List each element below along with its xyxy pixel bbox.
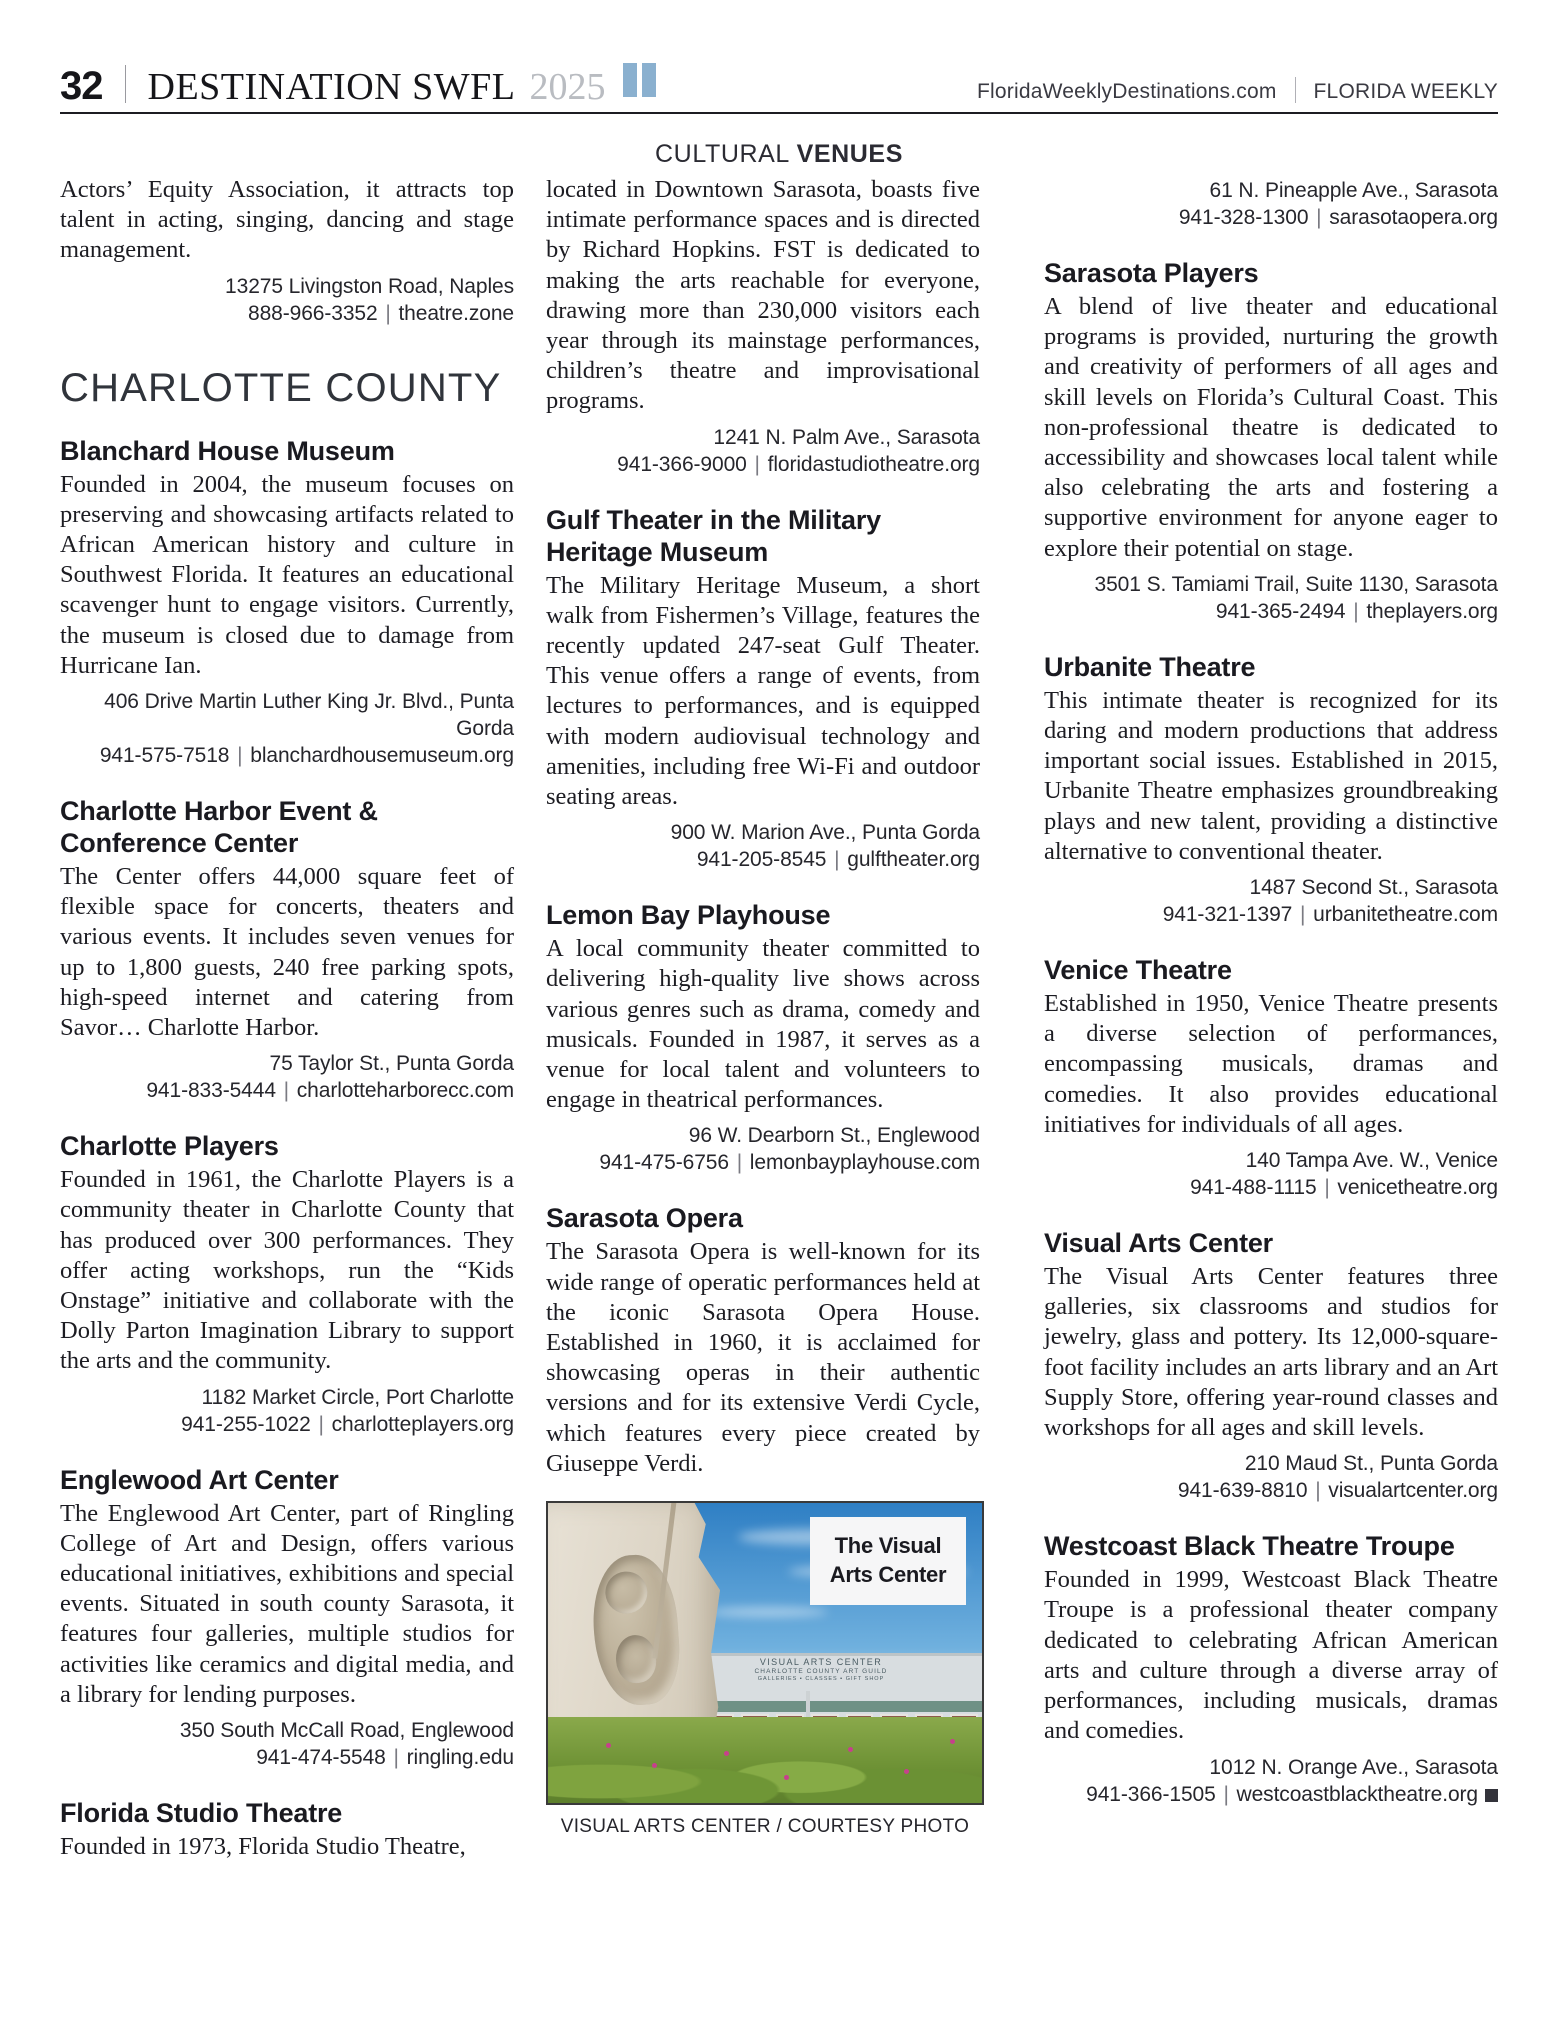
contact-block (1044, 177, 1498, 231)
contact-phone-web (1044, 1781, 1498, 1808)
separator: | (1310, 206, 1328, 229)
phone[interactable]: 941-328-1300 (1178, 206, 1309, 229)
building-signage (706, 1657, 936, 1683)
contact-block (1044, 1754, 1498, 1808)
venue-description-visual-arts-center: The Visual Arts Center features three galleries, six classrooms and studios for jewelry, glass and pottery. Its 12,000-square-foot facility includes an arts library and an Art Supply Store, offering year-round classes and workshops for all ages and skill levels. (1044, 1263, 1498, 1442)
separator: | (1294, 903, 1312, 927)
website[interactable]: venicetheatre.org (1337, 1176, 1498, 1200)
website[interactable]: urbanitetheatre.com (1313, 903, 1498, 927)
brand-name: FLORIDA WEEKLY (1313, 80, 1498, 103)
contact-address: 140 Tampa Ave. W., Venice (1245, 1149, 1498, 1173)
venue-heading-visual-arts-center: Visual Arts Center (1044, 1228, 1273, 1259)
photo-overlay-label (810, 1517, 966, 1605)
venue-description-florida-studio-theatre: Founded in 1973, Florida Studio Theatre, (60, 1833, 466, 1861)
building-sign-line-3: GALLERIES ▪ CLASSES ▪ GIFT SHOP (757, 1676, 885, 1683)
separator: | (1309, 1479, 1327, 1503)
column-middle (514, 175, 1012, 1862)
phone[interactable]: 941-475-6756 (599, 1151, 729, 1175)
contact-block (60, 1050, 514, 1104)
flower-dot (904, 1769, 909, 1774)
flower-dot (724, 1751, 729, 1756)
carved-relief-ornament (589, 1552, 683, 1707)
contact-phone-web (1044, 204, 1498, 231)
phone[interactable]: 941-205-8545 (696, 848, 827, 872)
venue-heading-charlotte-players: Charlotte Players (60, 1131, 279, 1162)
venue-heading-sarasota-opera: Sarasota Opera (546, 1203, 743, 1234)
venue-heading-urbanite-theatre: Urbanite Theatre (1044, 651, 1256, 682)
venue-heading-charlotte-harbor-event-conference-center: Charlotte Harbor Event & Conference Center (60, 796, 378, 859)
venue-heading-englewood-art-center: Englewood Art Center (60, 1464, 339, 1495)
publication-title: DESTINATION SWFL (147, 66, 516, 108)
section-label-light: CULTURAL (655, 140, 797, 168)
contact-phone-web (60, 1411, 514, 1438)
contact-address: 96 W. Dearborn St., Englewood (688, 1124, 980, 1148)
contact-address: 1241 N. Palm Ave., Sarasota (713, 425, 980, 449)
venue-description-charlotte-harbor-event-conference-center: The Center offers 44,000 square feet of flexible space for concerts, theaters and various events. It includes seven venues for up to 1,800 guests, 240 free parking spots, high-speed internet and catering from Savor… Charlotte Harbor. (60, 863, 514, 1042)
contact-address: 900 W. Marion Ave., Punta Gorda (670, 821, 980, 845)
venue-heading-westcoast-black-theatre-troupe: Westcoast Black Theatre Troupe (1044, 1531, 1455, 1562)
continuation-paragraph: located in Downtown Sarasota, boasts five intimate performance spaces and is directed by Richard Hopkins. FST is dedicated to making the arts reachable for everyone, drawing more than 230,000 visitors each year through its mainstage performances, children’s theatre and improvisational programs. (546, 176, 980, 415)
separator: | (312, 1412, 330, 1436)
website-url[interactable]: FloridaWeeklyDestinations.com (977, 80, 1277, 103)
venue-heading-gulf-theater-military-heritage-museum: Gulf Theater in the Military Heritage Museum (546, 504, 881, 567)
overlay-label-line-2: Arts Center (829, 1562, 947, 1588)
phone[interactable]: 888-966-3352 (248, 301, 378, 325)
grass-foreground (548, 1717, 982, 1803)
contact-phone-web (546, 1149, 980, 1176)
contact-block (1044, 571, 1498, 625)
column-left (60, 175, 514, 1862)
contact-address: 61 N. Pineapple Ave., Sarasota (1209, 179, 1498, 202)
separator: | (1318, 1176, 1336, 1200)
phone[interactable]: 941-321-1397 (1162, 903, 1293, 927)
venue-heading-florida-studio-theatre: Florida Studio Theatre (60, 1798, 343, 1829)
phone[interactable]: 941-366-1505 (1086, 1782, 1216, 1806)
website[interactable]: sarasotaopera.org (1329, 206, 1498, 229)
masthead-right (977, 72, 1498, 106)
website[interactable]: floridastudiotheatre.org (767, 452, 980, 476)
flower-dot (784, 1775, 789, 1780)
overlay-label-line-1: The Visual (834, 1533, 942, 1559)
venue-description-urbanite-theatre: This intimate theater is recognized for its daring and modern productions that address important social issues. Established in 2015, Urbanite Theatre emphasizes groundbreaking plays and new talent, providing a distinctive alternative to conventional theater. (1044, 686, 1498, 865)
roof-awning (698, 1701, 982, 1712)
website[interactable]: theatre.zone (398, 301, 514, 325)
contact-address: 1487 Second St., Sarasota (1249, 876, 1498, 900)
phone[interactable]: 941-365-2494 (1215, 599, 1346, 623)
masthead-divider (125, 65, 126, 103)
contact-phone-web (1044, 901, 1498, 928)
venue-description-charlotte-players: Founded in 1961, the Charlotte Players is a community theater in Charlotte County that has produced over 300 performances. They offer acting workshops, run the “Kids Onstage” initiative and collaborate with the Dolly Parton Imagination Library to support the arts and the community. (60, 1166, 514, 1375)
contact-block (546, 1122, 980, 1176)
column-right (1012, 175, 1498, 1862)
venue-description-englewood-art-center: The Englewood Art Center, part of Ringling College of Art and Design, offers various educational initiatives, exhibitions and special events. Situated in south county Sarasota, it features four galleries, multiple studios for activities like ceramics and digital media, and a library for lending purposes. (60, 1499, 514, 1708)
contact-block (60, 1384, 514, 1438)
website[interactable]: theplayers.org (1366, 599, 1498, 623)
continuation-paragraph: Actors’ Equity Association, it attracts top talent in acting, singing, dancing and stage management. (60, 176, 514, 264)
separator: | (828, 848, 846, 872)
separator: | (1217, 1782, 1235, 1806)
venue-heading-venice-theatre: Venice Theatre (1044, 955, 1232, 986)
contact-block (1044, 874, 1498, 928)
end-mark-icon (1485, 1789, 1498, 1802)
contact-phone-web (1044, 598, 1498, 625)
phone[interactable]: 941-366-9000 (617, 452, 747, 476)
separator: | (1347, 599, 1365, 623)
page-number: 32 (60, 64, 103, 108)
photo-visual-arts-center (546, 1501, 984, 1805)
contact-block (60, 1717, 514, 1771)
phone[interactable]: 941-488-1115 (1190, 1176, 1317, 1200)
section-label (60, 140, 1498, 169)
website[interactable]: charlotteplayers.org (331, 1412, 514, 1436)
masthead-left (60, 61, 656, 106)
contact-address: 13275 Livingston Road, Naples (225, 274, 514, 298)
county-heading: CHARLOTTE COUNTY (60, 365, 502, 410)
contact-phone-web (60, 300, 514, 327)
contact-phone-web (1044, 1174, 1498, 1201)
venue-description-gulf-theater: The Military Heritage Museum, a short walk from Fishermen’s Village, features the recently updated 247-seat Gulf Theater. This venue offers a range of events, from lectures to performances, and is equipped with modern audiovisual technology and amenities, including free Wi-Fi and outdoor seating areas. (546, 571, 980, 811)
separator: | (277, 1079, 295, 1103)
building-sign-line-2: CHARLOTTE COUNTY ART GUILD (754, 1668, 888, 1676)
contact-phone-web (546, 846, 980, 873)
contact-block (60, 688, 514, 769)
venue-description-westcoast-black-theatre-troupe: Founded in 1999, Westcoast Black Theatre Troupe is a professional theater company dedicated to celebrating African American arts and culture through a diverse array of performances, including musicals, dramas and comedies. (1044, 1566, 1498, 1745)
website[interactable]: charlotteharborecc.com (296, 1079, 514, 1103)
publication-year: 2025 (529, 66, 606, 108)
section-label-bold: VENUES (796, 140, 903, 168)
masthead-right-divider (1295, 77, 1296, 103)
website[interactable]: ringling.edu (406, 1746, 514, 1770)
venue-heading-lemon-bay-playhouse: Lemon Bay Playhouse (546, 900, 831, 931)
contact-block (60, 273, 514, 327)
venue-description-venice-theatre: Established in 1950, Venice Theatre presents a diverse selection of performances, encompassing musicals, dramas and comedies. It also provides educational initiatives for individuals of all ages. (1044, 990, 1498, 1138)
contact-address: 350 South McCall Road, Englewood (179, 1719, 514, 1743)
phone[interactable]: 941-255-1022 (181, 1412, 311, 1436)
building-sign-line-1: VISUAL ARTS CENTER (759, 1657, 883, 1668)
separator: | (748, 452, 766, 476)
separator: | (231, 744, 249, 768)
flower-dot (652, 1763, 657, 1768)
flower-dot (950, 1739, 955, 1744)
contact-phone-web (60, 1744, 514, 1771)
brand-bars-icon (623, 63, 656, 97)
venue-heading-blanchard-house-museum: Blanchard House Museum (60, 435, 395, 466)
article-columns (60, 175, 1498, 1862)
venue-description-sarasota-players: A blend of live theater and educational programs is provided, nurturing the growth and creativity of performers of all ages and skill levels on Florida’s Cultural Coast. This non-professional theatre is dedicated to accessibility and showcases local talent while also celebrating the arts and fostering a supportive environment for anyone eager to explore their potential on stage. (1044, 293, 1498, 562)
contact-phone-web (546, 451, 980, 478)
contact-address: 3501 S. Tamiami Trail, Suite 1130, Sarasota (1094, 572, 1498, 596)
contact-phone-web (1044, 1477, 1498, 1504)
contact-address: 210 Maud St., Punta Gorda (1244, 1452, 1498, 1476)
separator: | (387, 1746, 405, 1770)
phone[interactable]: 941-575-7518 (99, 744, 230, 768)
phone[interactable]: 941-833-5444 (146, 1079, 276, 1103)
separator: | (379, 301, 397, 325)
venue-description-blanchard-house-museum: Founded in 2004, the museum focuses on preserving and showcasing artifacts related to African American history and culture in Southwest Florida. It features an educational scavenger hunt to engage visitors. Currently, the museum is closed due to damage from Hurricane Ian. (60, 470, 514, 679)
contact-block (546, 424, 980, 478)
website[interactable]: visualartcenter.org (1328, 1479, 1498, 1503)
phone[interactable]: 941-639-8810 (1177, 1479, 1308, 1503)
website[interactable]: gulftheater.org (847, 848, 980, 872)
contact-address: 406 Drive Martin Luther King Jr. Blvd., Punta Gorda (104, 690, 514, 741)
cloud-shape (708, 1607, 828, 1617)
contact-phone-web (60, 742, 514, 769)
website[interactable]: blanchardhousemuseum.org (250, 744, 514, 768)
flower-dot (848, 1747, 853, 1752)
contact-phone-web (60, 1077, 514, 1104)
contact-block (1044, 1450, 1498, 1504)
photo-caption: VISUAL ARTS CENTER / COURTESY PHOTO (560, 1816, 970, 1838)
venue-description-sarasota-opera: The Sarasota Opera is well-known for its wide range of operatic performances held at the iconic Sarasota Opera House. Established in 1960, it is acclaimed for showcasing operas in their authentic versions and for its extensive Verdi Cycle, which features every piece created by Giuseppe Verdi. (546, 1238, 980, 1477)
contact-block (1044, 1147, 1498, 1201)
photo-block (546, 1501, 980, 1838)
phone[interactable]: 941-474-5548 (256, 1746, 386, 1770)
website[interactable]: lemonbayplayhouse.com (749, 1151, 980, 1175)
contact-address: 1012 N. Orange Ave., Sarasota (1209, 1755, 1498, 1779)
venue-heading-sarasota-players: Sarasota Players (1044, 258, 1259, 288)
contact-address: 1182 Market Circle, Port Charlotte (201, 1385, 514, 1409)
separator: | (730, 1151, 748, 1175)
contact-block (546, 819, 980, 873)
contact-address: 75 Taylor St., Punta Gorda (269, 1052, 514, 1076)
flower-dot (606, 1743, 611, 1748)
masthead (60, 42, 1498, 114)
website[interactable]: westcoastblacktheatre.org (1236, 1782, 1478, 1806)
venue-description-lemon-bay-playhouse: A local community theater committed to delivering high-quality live shows across various genres such as drama, comedy and musicals. Founded in 1987, it serves as a venue for local talent and volunteers to engage in theatrical performances. (546, 935, 980, 1114)
